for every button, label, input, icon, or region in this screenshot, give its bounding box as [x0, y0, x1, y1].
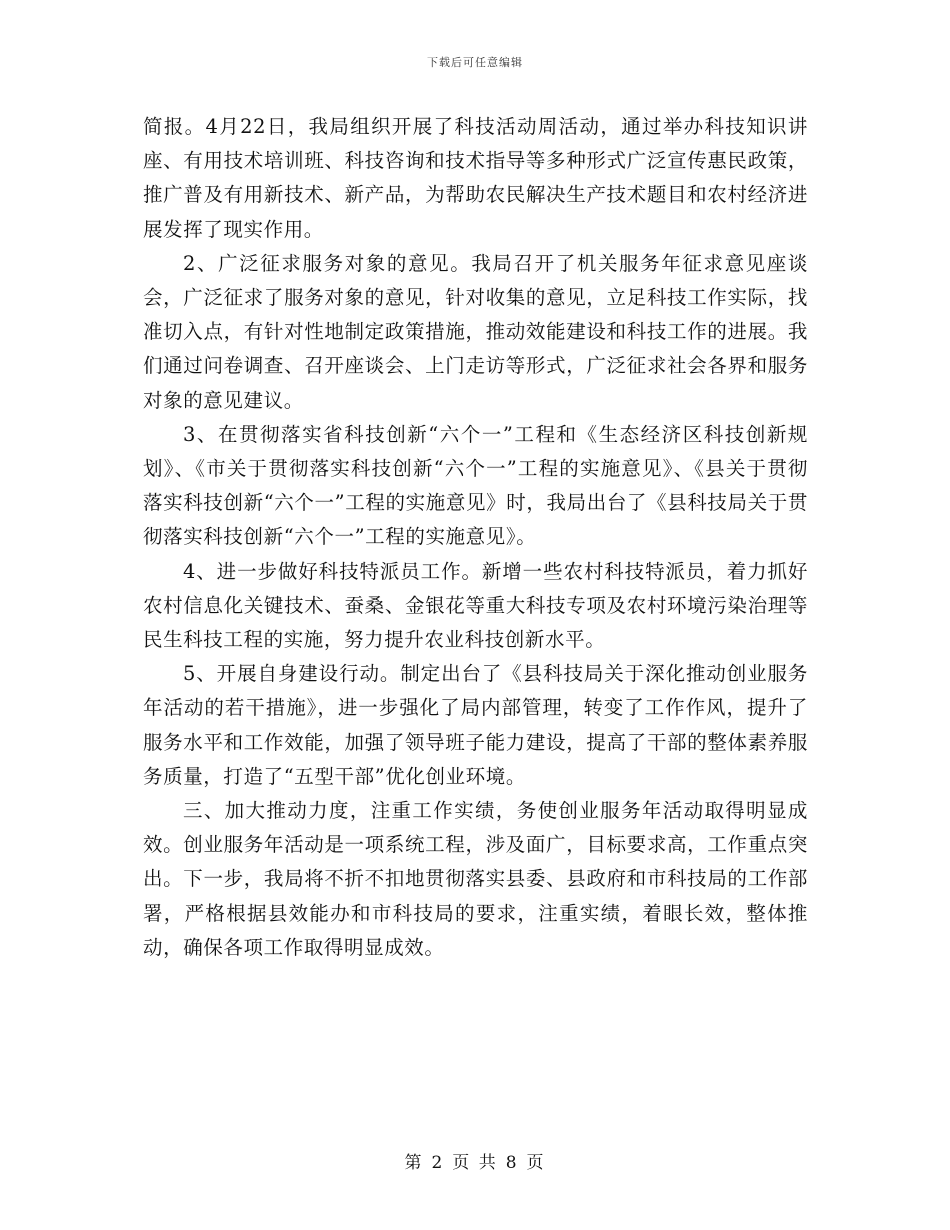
paragraph-1: 简报。4月22日，我局组织开展了科技活动周活动，通过举办科技知识讲座、有用技术培训班、科技咨询和技术指导等多种形式广泛宣传惠民政策，推广普及有用新技术、新产品，为帮助农民解决生产技术题目和农村经济进展发挥了现实作用。 [143, 115, 808, 241]
paragraph-2: 2、广泛征求服务对象的意见。我局召开了机关服务年征求意见座谈会，广泛征求了服务对象的意见，针对收集的意见，立足科技工作实际，找准切入点，有针对性地制定政策措施，推动效能建设和科技工作的进展。我们通过问卷调查、召开座谈会、上门走访等形式，广泛征求社会各界和服务对象的意见建议。 [143, 251, 808, 412]
header-note: 下载后可任意编辑 [427, 56, 523, 69]
footer-suffix: 页 [526, 1153, 546, 1173]
page-number: 2 [431, 1153, 445, 1173]
paragraph-5: 5、开展自身建设行动。制定出台了《县科技局关于深化推动创业服务年活动的若干措施》，进一步强化了局内部管理，转变了工作作风，提升了服务水平和工作效能，加强了领导班子能力建设，提高了干部的整体素养服务质量，打造了“五型干部”优化创业环境。 [143, 662, 808, 788]
paragraph-4: 4、进一步做好科技特派员工作。新增一些农村科技特派员，着力抓好农村信息化关键技术、蚕桑、金银花等重大科技专项及农村环境污染治理等民生科技工程的实施，努力提升农业科技创新水平。 [143, 559, 808, 652]
paragraph-3: 3、在贯彻落实省科技创新“六个一”工程和《生态经济区科技创新规划》、《市关于贯彻落实科技创新“六个一”工程的实施意见》、《县关于贯彻落实科技创新“六个一”工程的实施意见》时，我局出台了《县科技局关于贯彻落实科技创新“六个一”工程的实施意见》。 [143, 422, 808, 549]
footer-prefix: 第 [404, 1153, 424, 1173]
document-body [143, 110, 808, 965]
page-footer [0, 1148, 950, 1173]
footer-middle: 页 共 [452, 1153, 498, 1173]
total-pages: 8 [505, 1153, 519, 1173]
paragraph-6: 三、加大推动力度，注重工作实绩，务使创业服务年活动取得明显成效。创业服务年活动是一项系统工程，涉及面广，目标要求高，工作重点突出。下一步，我局将不折不扣地贯彻落实县委、县政府和市科技局的工作部署，严格根据县效能办和市科技局的要求，注重实绩，着眼长效，整体推动，确保各项工作取得明显成效。 [143, 799, 808, 959]
